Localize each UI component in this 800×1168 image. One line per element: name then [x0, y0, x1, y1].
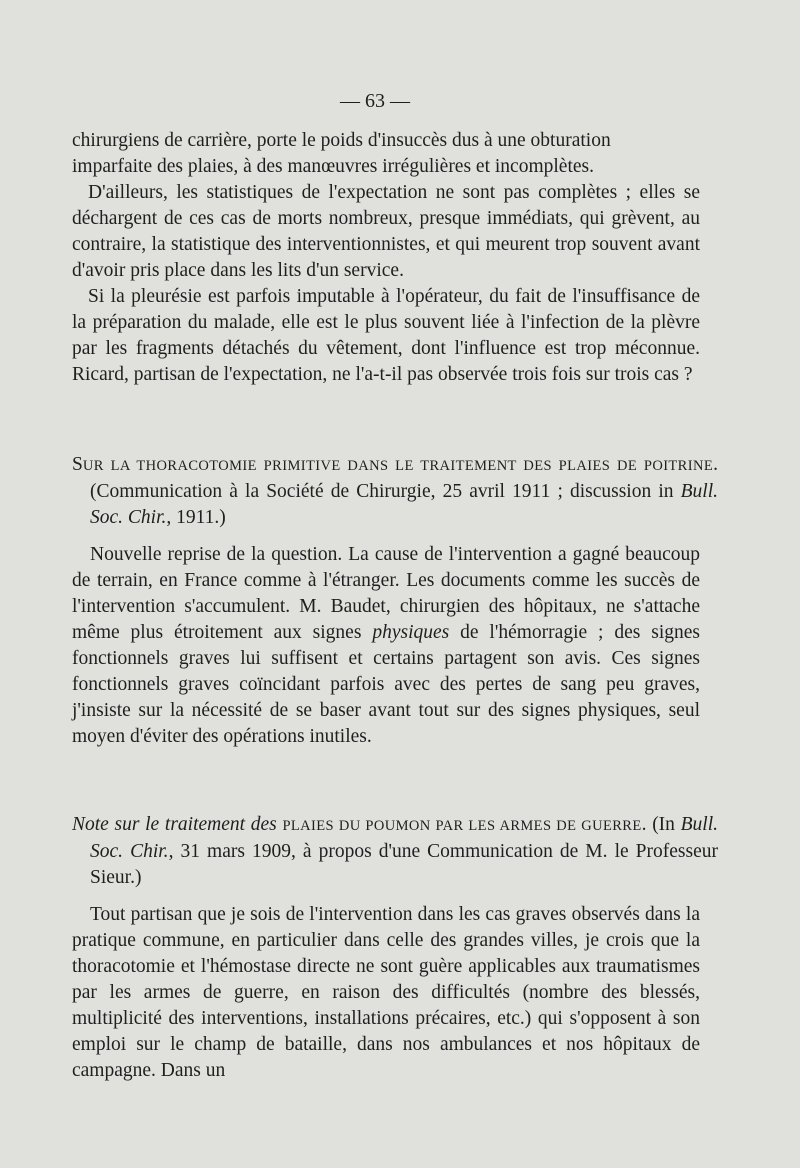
entry-journal: Bull. Soc. Chir.: [90, 481, 718, 528]
paragraph-italic-term: physiques: [372, 622, 450, 643]
paragraph-text-a: Nouvelle reprise de la question. La cause de l'intervention a gagné beaucoup de terrain, en France comme à l'étranger. Les documents comme les succès de l'intervention s'accumulent. M. Baudet, chirurgien des hôpitaux, ne s'attache même plus étroitement aux signes: [72, 544, 700, 643]
entry-source-detail: , 31 mars 1909, à propos d'une Communication de M. le Professeur Sieur.): [90, 841, 718, 888]
paragraph-text: Tout partisan que je sois de l'intervention dans les cas graves observés dans la pratique commune, en particulier dans celle des grandes villes, je crois que la thoracotomie et l'hémostase directe ne sont guère applicables aux traumatismes par les armes de guerre, en raison des difficultés (nombre des blessés, multiplicité des interventions, installations précaires, etc.) qui s'opposent à son emploi sur le champ de bataille, dans nos ambulances et nos hôpitaux de campagne. Dans un: [72, 904, 700, 1081]
entry-title-smallcaps: PLAIES DU POUMON PAR LES ARMES DE GUERRE: [282, 818, 642, 834]
entry-title-period: .: [641, 814, 647, 835]
paragraph-thoracotomy: [72, 542, 700, 750]
entry-title-smallcaps: UR LA THORACOTOMIE PRIMITIVE DANS LE TRAITEMENT DES PLAIES DE POITRINE: [82, 458, 714, 474]
paragraph-war-wounds: [72, 902, 700, 1084]
entry-source-open: (In: [646, 814, 681, 835]
entry-title-italic: Note sur le traitement des: [72, 814, 277, 835]
page-number: — 63 —: [340, 90, 410, 112]
paragraph-line: chirurgiens de carrière, porte le poids d'insuccès dus à une obturation: [72, 130, 611, 151]
entry-source: . (Communication à la Société de Chirurgie, 25 avril 1911 ; discussion in: [90, 454, 718, 502]
paragraph-text-b: de l'hémorragie ; des signes fonctionnels graves lui suffisent et certains partagent son avis. Ces signes fonctionnels graves coïncidant parfois avec des pertes de sang peu graves, j'insiste sur la nécessité de se baser avant tout sur des signes physiques, seul moyen d'éviter des opérations inutiles.: [72, 622, 700, 747]
paragraph-pleurisy: Si la pleurésie est parfois imputable à l'opérateur, du fait de l'insuffisance de la préparation du malade, elle est le plus souvent liée à l'infection de la plèvre par les fragments détachés du vêtement, dont l'influence est trop méconnue. Ricard, partisan de l'expectation, ne l'a-t-il pas observée trois fois sur trois cas ?: [72, 286, 700, 385]
bibliography-entry-thoracotomy: [72, 452, 718, 531]
paragraph-statistics: D'ailleurs, les statistiques de l'expectation ne sont pas complètes ; elles se déchargent de ces cas de morts nombreux, presque immédiats, qui grèvent, au contraire, la statistique des interventionnistes, et qui meurent trop souvent avant d'avoir pris place dans les lits d'un service.: [72, 182, 700, 281]
section-continued-text: [72, 128, 700, 388]
entry-title-initial: S: [72, 454, 83, 475]
entry-journal: Bull. Soc. Chir.: [90, 814, 718, 862]
entry-year: , 1911.): [166, 507, 226, 528]
paragraph-line: imparfaite des plaies, à des manœuvres irrégulières et incomplètes.: [72, 156, 594, 177]
bibliography-entry-lung-wounds: [72, 812, 718, 891]
